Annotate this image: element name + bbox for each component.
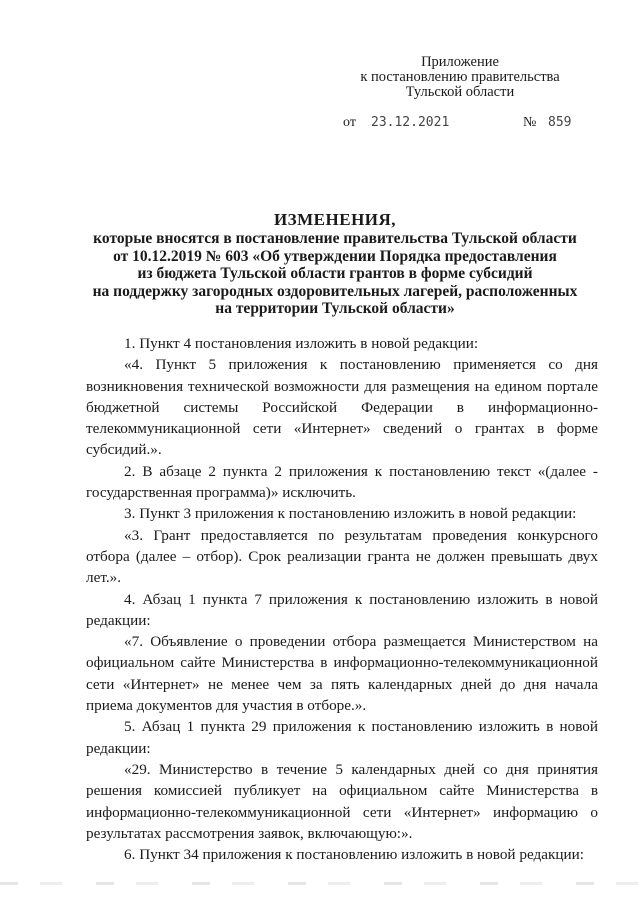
paragraph: «7. Объявление о проведении отбора размещается Министерством на официальном сайте Министерства в информационно-телекоммуникационной сети «Интернет» не менее чем за пять календарных дней до дня начала приема документов для участия в отборе.». xyxy=(86,633,598,715)
title-line: на территории Тульской области» xyxy=(215,300,455,318)
title-line: на поддержку загородных оздоровительных лагерей, расположенных xyxy=(92,282,578,300)
title-heading: ИЗМЕНЕНИЯ, xyxy=(273,210,397,229)
attachment-label: Приложение xyxy=(421,54,499,70)
paragraph: 4. Абзац 1 пункта 7 приложения к постановлению изложить в новой редакции: xyxy=(86,590,598,629)
paragraph: 2. В абзаце 2 пункта 2 приложения к постановлению текст «(далее - государственная программа)» исключить. xyxy=(86,462,598,502)
date-from-label: от xyxy=(343,115,356,130)
paragraph: 3. Пункт 3 приложения к постановлению изложить в новой редакции: xyxy=(124,505,577,523)
document-date: 23.12.2021 xyxy=(371,115,450,130)
number-label: № xyxy=(523,115,537,130)
document-number: 859 xyxy=(548,115,572,130)
title-line: от 10.12.2019 № 603 «Об утверждении Порядка предоставления xyxy=(113,247,557,265)
paragraph: 5. Абзац 1 пункта 29 приложения к постановлению изложить в новой редакции: xyxy=(86,718,598,757)
paragraph: «3. Грант предоставляется по результатам проведения конкурсного отбора (далее – отбор). Срок реализации гранта не должен превышать двух лет.». xyxy=(86,526,598,587)
title-line: которые вносятся в постановление правительства Тульской области xyxy=(93,230,577,247)
paragraph: 6. Пункт 34 приложения к постановлению изложить в новой редакции: xyxy=(124,846,584,864)
paragraph: 1. Пункт 4 постановления изложить в новой редакции: xyxy=(124,335,479,352)
attachment-resolution: к постановлению правительства xyxy=(360,69,560,85)
scan-artifact-line xyxy=(0,882,640,885)
document-title xyxy=(60,210,610,318)
paragraph: «4. Пункт 5 приложения к постановлению применяется со дня возникновения технической возможности для размещения на едином портале бюджетной системы Российской Федерации в информационно-телекоммуникационной сети «Интернет» сведений о грантах в форме субсидий.». xyxy=(86,356,598,459)
attachment-region: Тульской области xyxy=(405,84,515,100)
document-body xyxy=(86,333,598,865)
paragraph: «29. Министерство в течение 5 календарных дней со дня принятия решения комиссией публикует на официальном сайте Министерства в информационно-телекоммуникационной сети «Интернет» информацию о результатах рассмотрения заявок, включающую:». xyxy=(86,760,598,842)
attachment-header xyxy=(340,55,580,100)
title-line: из бюджета Тульской области грантов в форме субсидий xyxy=(137,265,533,283)
